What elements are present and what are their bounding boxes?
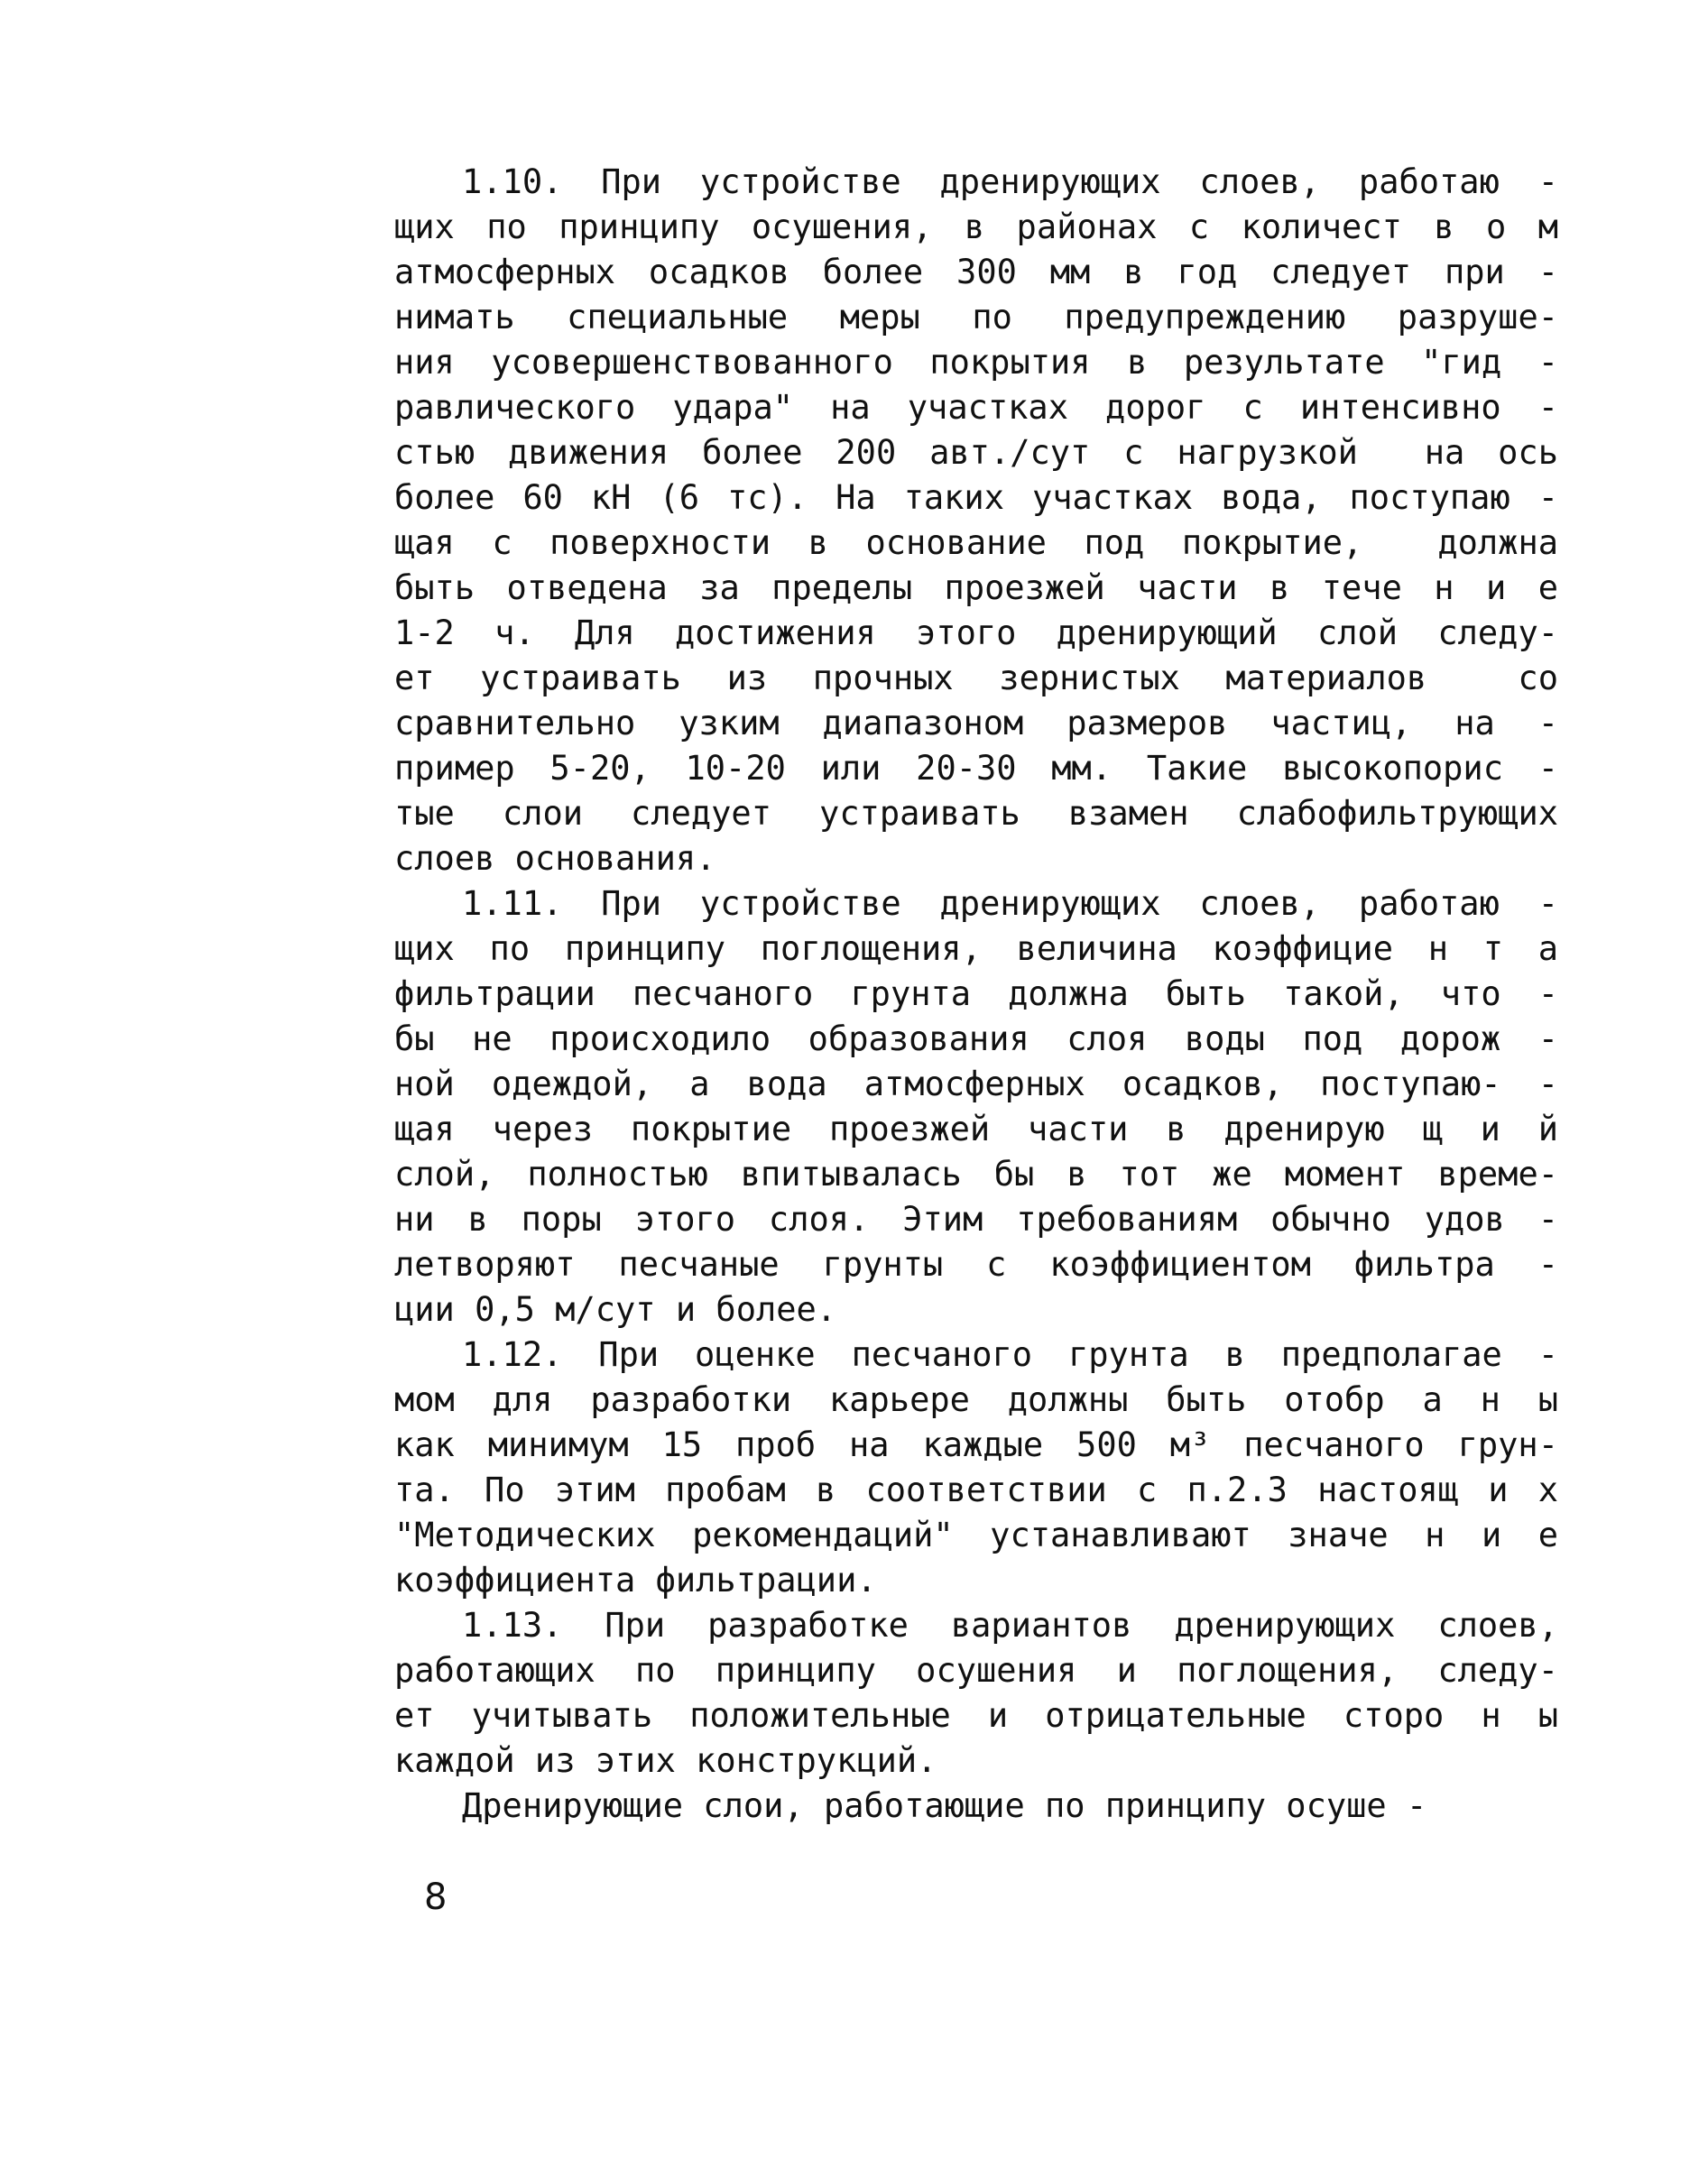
text-line: быть отведена за пределы проезжей части в тече н и е	[394, 568, 1558, 607]
page-number: 8	[424, 1877, 448, 1918]
text-line: ния усовершенствованного покрытия в результате "гид -	[394, 343, 1558, 382]
text-line: пример 5-20, 10-20 или 20-30 мм. Такие высокопорис -	[394, 749, 1558, 788]
text-line: "Методических рекомендаций" устанавливают значе н и е	[394, 1516, 1558, 1554]
text-line: 1-2 ч. Для достижения этого дренирующий слой следу-	[394, 613, 1558, 652]
text-line: щая через покрытие проезжей части в дренирую щ и й	[394, 1110, 1558, 1148]
text-line: коэффициента фильтрации.	[394, 1561, 877, 1600]
paragraph	[394, 1603, 1558, 1784]
text-line: 1.10. При устройстве дренирующих слоев, работаю -	[462, 162, 1558, 201]
text-line: та. По этим пробам в соответствии с п.2.3 настоящ и х	[394, 1471, 1558, 1509]
text-line: фильтрации песчаного грунта должна быть такой, что -	[394, 974, 1558, 1013]
paragraph	[394, 1784, 1558, 1829]
text-line: мом для разработки карьере должны быть отобр а н ы	[394, 1380, 1558, 1419]
paragraph	[394, 881, 1558, 1333]
text-line: более 60 кН (6 тс). На таких участках вода, поступаю -	[394, 478, 1558, 517]
text-line: ет устраивать из прочных зернистых материалов со	[394, 659, 1558, 697]
text-line: работающих по принципу осушения и поглощения, следу-	[394, 1651, 1558, 1690]
text-line: щая с поверхности в основание под покрытие, должна	[394, 523, 1558, 562]
text-line: каждой из этих конструкций.	[394, 1741, 937, 1780]
text-line: ной одеждой, а вода атмосферных осадков, поступаю- -	[394, 1065, 1558, 1103]
text-line: Дренирующие слои, работающие по принципу осуше -	[462, 1786, 1427, 1825]
text-line: атмосферных осадков более 300 мм в год следует при -	[394, 253, 1558, 291]
text-line: 1.11. При устройстве дренирующих слоев, работаю -	[462, 884, 1558, 923]
text-line: бы не происходило образования слоя воды под дорож -	[394, 1019, 1558, 1058]
text-line: щих по принципу осушения, в районах с количест в о м	[394, 208, 1558, 246]
text-line: летворяют песчаные грунты с коэффициентом фильтра -	[394, 1245, 1558, 1284]
text-line: щих по принципу поглощения, величина коэффицие н т а	[394, 929, 1558, 968]
text-line: ни в поры этого слоя. Этим требованиям обычно удов -	[394, 1200, 1558, 1239]
text-line: ет учитывать положительные и отрицательные сторо н ы	[394, 1696, 1558, 1735]
text-line: сравнительно узким диапазоном размеров частиц, на -	[394, 704, 1558, 742]
text-line: ции 0,5 м/сут и более.	[394, 1290, 837, 1329]
paragraph	[394, 160, 1558, 881]
paragraph	[394, 1333, 1558, 1603]
text-line: стью движения более 200 авт./сут с нагрузкой на ось	[394, 433, 1558, 472]
text-line: как минимум 15 проб на каждые 500 м³ песчаного грун-	[394, 1425, 1558, 1464]
text-line: равлического удара" на участках дорог с интенсивно -	[394, 388, 1558, 427]
text-line: слой, полностью впитывалась бы в тот же момент време-	[394, 1155, 1558, 1194]
body-text	[394, 160, 1558, 1829]
text-line: тые слои следует устраивать взамен слабофильтрующих	[394, 794, 1558, 833]
text-line: слоев основания.	[394, 839, 716, 878]
text-line: 1.13. При разработке вариантов дренирующих слоев,	[462, 1606, 1558, 1645]
text-line: 1.12. При оценке песчаного грунта в предполагае -	[462, 1335, 1558, 1374]
text-line: нимать специальные меры по предупреждению разруше-	[394, 298, 1558, 337]
